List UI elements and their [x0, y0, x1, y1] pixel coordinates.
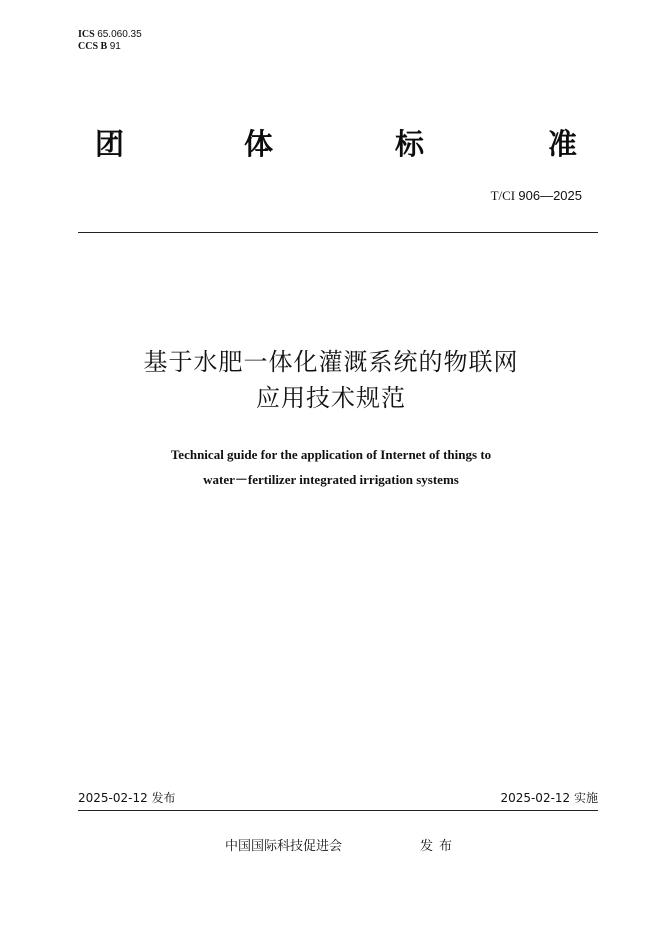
doc-type-char-2: 体: [244, 127, 274, 161]
ccs-value: 91: [109, 41, 121, 52]
chinese-title: [0, 344, 662, 416]
ccs-code: [78, 41, 142, 53]
issuer-row: [0, 837, 662, 857]
ics-code: [78, 29, 142, 41]
issuing-organization: 中国国际科技促进会: [225, 839, 343, 854]
doc-type-char-1: 团: [95, 127, 125, 161]
document-type-heading: [0, 126, 662, 166]
issue-action: 发布: [420, 839, 459, 854]
english-title-line-2: water－fertilizer integrated irrigation systems: [203, 472, 459, 487]
standard-number: [491, 188, 582, 204]
ccs-prefix: CCS B: [78, 41, 108, 52]
english-title: [0, 442, 662, 492]
doc-type-char-4: 准: [548, 127, 578, 161]
chinese-title-line-1: 基于水肥一体化灌溉系统的物联网: [143, 348, 519, 376]
standard-number-prefix: T/CI: [490, 188, 516, 203]
bottom-divider: [78, 810, 598, 811]
standard-number-value: 906—2025: [518, 188, 582, 203]
english-title-line-1: Technical guide for the application of Internet of things to: [170, 447, 492, 462]
ics-prefix: ICS: [78, 29, 95, 40]
implement-date: 2025-02-12 实施: [500, 791, 598, 805]
top-divider: [78, 232, 598, 233]
ics-value: 65.060.35: [97, 29, 142, 40]
chinese-title-line-2: 应用技术规范: [256, 384, 406, 412]
doc-type-char-3: 标: [395, 127, 425, 161]
date-row: [78, 789, 598, 807]
classification-codes: [78, 29, 142, 53]
publish-date: 2025-02-12 发布: [78, 791, 176, 805]
